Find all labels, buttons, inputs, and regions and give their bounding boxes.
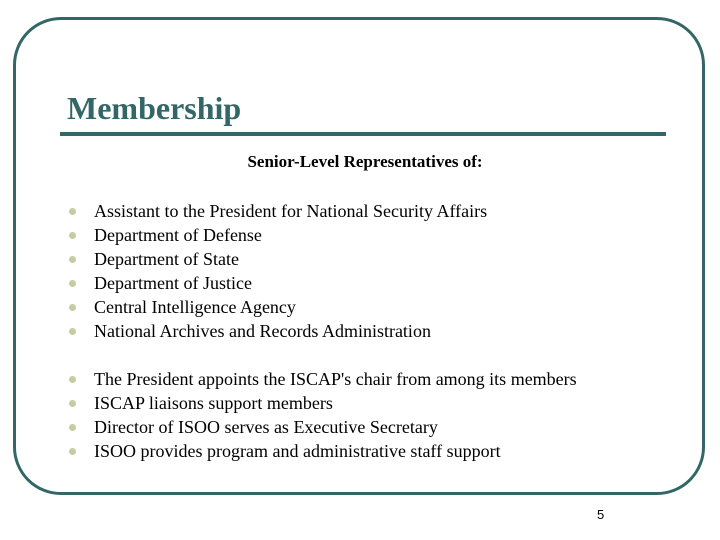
- bullet-icon: [69, 208, 76, 215]
- list-item-text: ISCAP liaisons support members: [94, 393, 333, 413]
- list-item-text: Assistant to the President for National Security Affairs: [94, 201, 488, 221]
- list-item-text: Department of State: [94, 249, 239, 269]
- list-item: [0, 415, 577, 439]
- list-item: [0, 391, 577, 415]
- bullet-icon: [69, 256, 76, 263]
- bullet-icon: [69, 424, 76, 431]
- list-item: [0, 367, 577, 391]
- bullet-icon: [69, 328, 76, 335]
- list-item-text: Director of ISOO serves as Executive Secretary: [94, 417, 438, 437]
- list-item-text: National Archives and Records Administration: [94, 321, 431, 341]
- list-item-text: ISOO provides program and administrative staff support: [94, 441, 501, 461]
- list-item-text: Central Intelligence Agency: [94, 297, 296, 317]
- list-item: [0, 223, 487, 247]
- bullet-icon: [69, 280, 76, 287]
- list-item: [0, 439, 577, 463]
- list-item-text: Department of Defense: [94, 225, 262, 245]
- notes-list: [0, 367, 577, 463]
- list-item-text: The President appoints the ISCAP's chair from among its members: [94, 369, 577, 389]
- bullet-icon: [69, 448, 76, 455]
- slide-title: Membership: [67, 90, 242, 126]
- list-item-text: Department of Justice: [94, 273, 252, 293]
- bullet-icon: [69, 232, 76, 239]
- page-number: 5: [597, 507, 605, 522]
- members-list: [0, 199, 487, 343]
- list-item: [0, 199, 487, 223]
- bullet-icon: [69, 304, 76, 311]
- bullet-icon: [69, 400, 76, 407]
- list-item: [0, 295, 487, 319]
- slide-subtitle: Senior-Level Representatives of:: [247, 152, 483, 171]
- list-item: [0, 247, 487, 271]
- list-item: [0, 271, 487, 295]
- bullet-icon: [69, 376, 76, 383]
- list-item: [0, 319, 487, 343]
- title-divider: [60, 132, 666, 136]
